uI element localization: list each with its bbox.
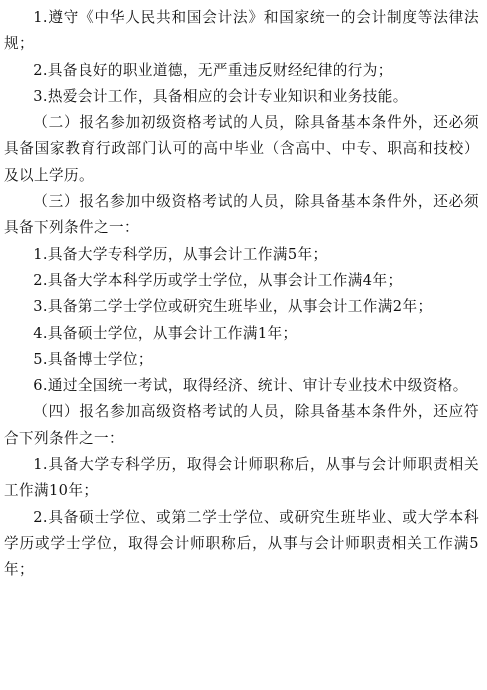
paragraph-11: 6.通过全国统一考试，取得经济、统计、审计专业技术中级资格。 xyxy=(33,377,468,395)
paragraph-14: 2.具备硕士学位、或第二学士学位、或研究生班毕业、或大学本科学历或学士学位，取得会计师职称后，从事与会计师职责相关工作满5年； xyxy=(4,508,479,579)
paragraph-4: （二）报名参加初级资格考试的人员，除具备基本条件外，还必须具备国家教育行政部门认可的高中毕业（含高中、中专、职高和技校）及以上学历。 xyxy=(4,114,479,184)
paragraph-7: 2.具备大学本科学历或学士学位，从事会计工作满4年； xyxy=(33,271,403,289)
paragraph-5: （三）报名参加中级资格考试的人员，除具备基本条件外，还必须具备下列条件之一： xyxy=(4,193,479,237)
paragraph-13: 1.具备大学专科学历，取得会计师职称后，从事与会计师职责相关工作满10年； xyxy=(4,456,479,500)
paragraph-12: （四）报名参加高级资格考试的人员，除具备基本条件外，还应符合下列条件之一： xyxy=(4,403,479,447)
paragraph-1: 1.遵守《中华人民共和国会计法》和国家统一的会计制度等法律法规； xyxy=(4,9,479,53)
paragraph-3: 3.热爱会计工作，具备相应的会计专业知识和业务技能。 xyxy=(33,87,408,105)
paragraph-10: 5.具备博士学位； xyxy=(33,350,153,368)
paragraph-6: 1.具备大学专科学历，从事会计工作满5年； xyxy=(33,245,328,263)
paragraph-9: 4.具备硕士学位，从事会计工作满1年； xyxy=(33,324,298,342)
paragraph-2: 2.具备良好的职业道德，无严重违反财经纪律的行为； xyxy=(33,61,393,79)
paragraph-8: 3.具备第二学士学位或研究生班毕业，从事会计工作满2年； xyxy=(33,298,433,316)
